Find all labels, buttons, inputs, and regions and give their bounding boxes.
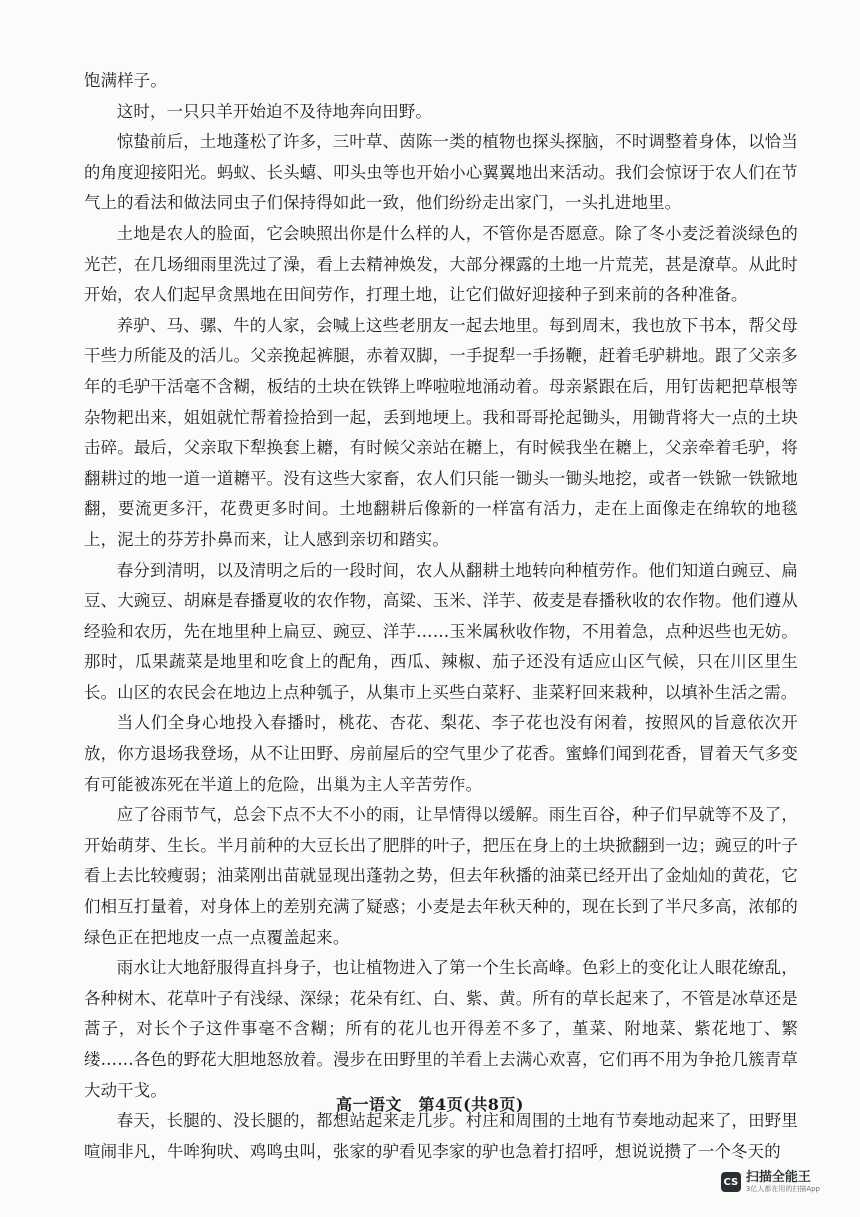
paragraph-9: 雨水让大地舒服得直抖身子，也让植物进入了第一个生长高峰。色彩上的变化让人眼花缭乱，各种树木、花草叶子有浅绿、深绿；花朵有红、白、紫、黄。所有的草长起来了，不管是冰草还是蒿子，对长个子这件事毫不含糊；所有的花儿也开得差不多了，堇菜、附地菜、紫花地丁、繁缕……各色的野花大胆地怒放着。漫步在田野里的羊看上去满心欢喜，它们再不用为争抢几簇青草大动干戈。 <box>84 958 798 1100</box>
paragraph-3: 惊蛰前后，土地蓬松了许多，三叶草、茵陈一类的植物也探头探脑，不时调整着身体，以恰当的角度迎接阳光。蚂蚁、长头蟢、叩头虫等也开始小心翼翼地出来活动。我们会惊讶于农人们在节气上的看法和做法同虫子们保持得如此一致，他们纷纷走出家门，一头扎进地里。 <box>84 132 798 213</box>
paragraph-1: 饱满样子。 <box>84 71 167 90</box>
camscanner-logo-icon: CS <box>721 1172 741 1192</box>
watermark-text <box>746 1170 820 1194</box>
scanner-watermark <box>721 1170 820 1194</box>
paragraph-6: 春分到清明，以及清明之后的一段时间，农人从翻耕土地转向种植劳作。他们知道白豌豆、扁豆、大豌豆、胡麻是春播夏收的农作物，高粱、玉米、洋芋、莜麦是春播秋收的农作物。他们遵从经验和农历，先在地里种上扁豆、豌豆、洋芋……玉米属秋收作物，不用着急，点种迟些也无妨。那时，瓜果蔬菜是地里和吃食上的配角，西瓜、辣椒、茄子还没有适应山区气候，只在川区里生长。山区的农民会在地边上点种瓠子，从集市上买些白菜籽、韭菜籽回来栽种，以填补生活之需。 <box>84 560 798 702</box>
paragraph-8: 应了谷雨节气，总会下点不大不小的雨，让旱情得以缓解。雨生百谷，种子们早就等不及了，开始萌芽、生长。半月前种的大豆长出了肥胖的叶子，把压在身上的土块掀翻到一边；豌豆的叶子看上去比较瘦弱；油菜刚出苗就显现出蓬勃之势，但去年秋播的油菜已经开出了金灿灿的黄花，它们相互打量着，对身体上的差别充满了疑惑；小麦是去年秋天种的，现在长到了半尺多高，浓郁的绿色正在把地皮一点一点覆盖起来。 <box>84 805 798 947</box>
page-body <box>84 66 798 1167</box>
paragraph-2: 这时，一只只羊开始迫不及待地奔向田野。 <box>116 101 433 121</box>
watermark-app-name: 扫描全能王 <box>745 1170 811 1185</box>
paragraph-4: 土地是农人的脸面，它会映照出你是什么样的人，不管你是否愿意。除了冬小麦泛着淡绿色的光芒，在几场细雨里洗过了澡，看上去精神焕发，大部分裸露的土地一片荒芜，甚是潦草。从此时开始，农人们起早贪黑地在田间劳作，打理土地，让它们做好迎接种子到来前的各种准备。 <box>84 223 798 305</box>
watermark-tagline: 3亿人都在用的扫描App <box>745 1185 820 1193</box>
page-footer: 高一语文 第4页(共8页) <box>336 1095 524 1114</box>
paragraph-7: 当人们全身心地投入春播时，桃花、杏花、梨花、李子花也没有闲着，按照风的旨意依次开放，你方退场我登场，从不让田野、房前屋后的空气里少了花香。蜜蜂们闻到花香，冒着天气多变有可能被冻死在半道上的危险，出巢为主人辛苦劳作。 <box>84 713 798 794</box>
paragraph-10: 春天，长腿的、没长腿的，都想站起来走几步。村庄和周围的土地有节奏地动起来了，田野里喧闹非凡，牛哞狗吠、鸡鸣虫叫，张家的驴看见李家的驴也急着打招呼，想说说攒了一个冬天的 <box>84 1111 798 1161</box>
paragraph-5: 养驴、马、骡、牛的人家，会喊上这些老朋友一起去地里。每到周末，我也放下书本，帮父母干些力所能及的活儿。父亲挽起裤腿，赤着双脚，一手捉犁一手扬鞭，赶着毛驴耕地。跟了父亲多年的毛驴干活毫不含糊，板结的土块在铁铧上哗啦啦地涌动着。母亲紧跟在后，用钉齿耙把草根等杂物耙出来，姐姐就忙帮着捡拾到一起，丢到地埂上。我和哥哥抡起锄头，用锄背将大一点的土块击碎。最后，父亲取下犁换套上耱，有时候父亲站在耱上，有时候我坐在耱上，父亲牵着毛驴，将翻耕过的地一道一道耱平。没有这些大家畜，农人们只能一锄头一锄头地挖，或者一铁锨一铁锨地翻，要流更多汗，花费更多时间。土地翻耕后像新的一样富有活力，走在上面像走在绵软的地毯上，泥土的芬芳扑鼻而来，让人感到亲切和踏实。 <box>84 315 798 549</box>
